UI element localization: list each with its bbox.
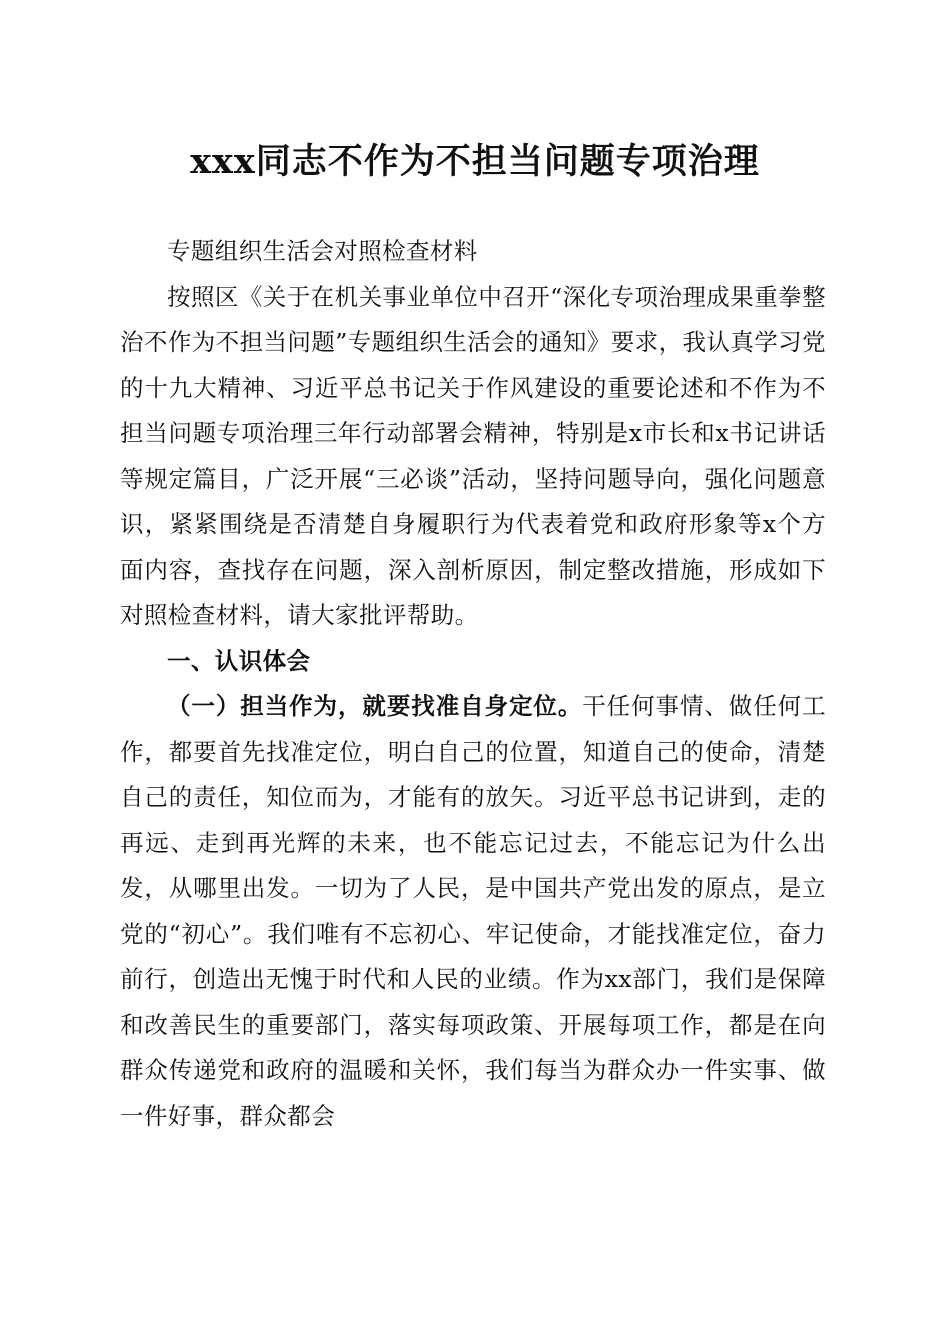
section1-paragraph-1 [120,684,826,1139]
subsection-lead: （一）担当作为，就要找准自身定位。 [167,692,583,720]
document-title: xxx同志不作为不担当问题专项治理 [190,141,760,182]
document-subtitle: 专题组织生活会对照检查材料 [167,237,478,265]
document-body [120,229,826,1139]
subsection-body: 干任何事情、做任何工作，都要首先找准定位，明白自己的位置，知道自己的使命，清楚自己的责任，知位而为，才能有的放矢。习近平总书记讲到，走的再远、走到再光辉的未来，也不能忘记过去，不能忘记为什么出发，从哪里出发。一切为了人民，是中国共产党出发的原点，是立党的“初心”。我们唯有不忘初心、牢记使命，才能找准定位，奋力前行，创造出无愧于时代和人民的业绩。作为xx部门，我们是保障和改善民生的重要部门，落实每项政策、开展每项工作，都是在向群众传递党和政府的温暖和关怀，我们每当为群众办一件实事、做一件好事，群众都会 [120,692,826,1130]
section-heading-1: 一、认识体会 [167,646,311,675]
intro-paragraph: 按照区《关于在机关事业单位中召开“深化专项治理成果重拳整治不作为不担当问题”专题组织生活会的通知》要求，我认真学习党的十九大精神、习近平总书记关于作风建设的重要论述和不作为不担当问题专项治理三年行动部署会精神，特别是x市长和x书记讲话等规定篇目，广泛开展“三必谈”活动，坚持问题导向，强化问题意识，紧紧围绕是否清楚自身履职行为代表着党和政府形象等x个方面内容，查找存在问题，深入剖析原因，制定整改措施，形成如下对照检查材料，请大家批评帮助。 [120,282,826,629]
